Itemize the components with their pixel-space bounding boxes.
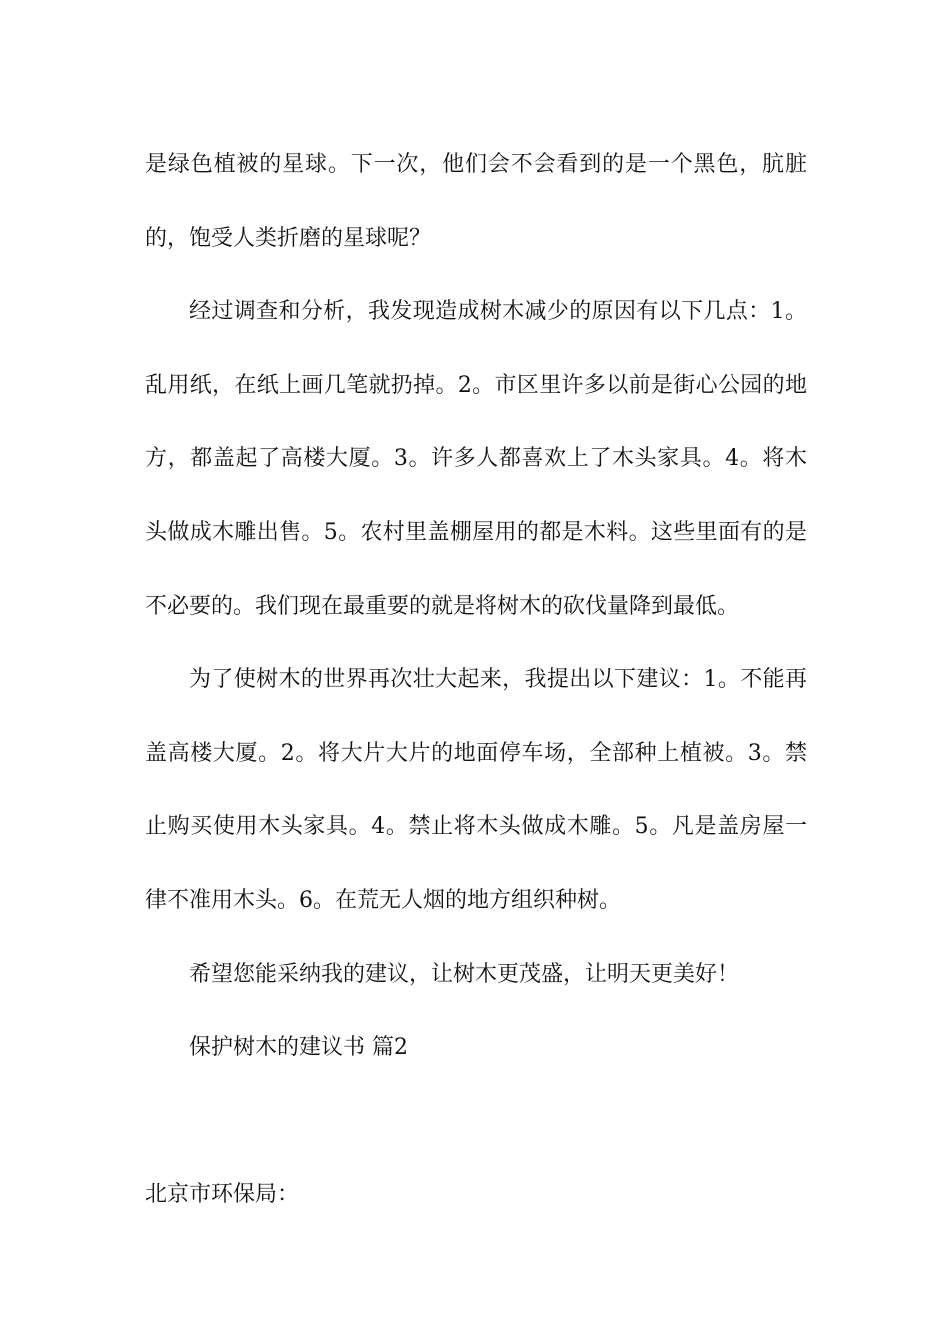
blank-line <box>145 1085 807 1159</box>
paragraph-suggestions: 为了使树木的世界再次壮大起来，我提出以下建议：1。不能再盖高楼大厦。2。将大片大片的地面停车场，全部种上植被。3。禁止购买使用木头家具。4。禁止将木头做成木雕。5。凡是盖房屋一律不准用木头。6。在荒无人烟的地方组织种树。 <box>145 667 807 913</box>
paragraph-continuation: 是绿色植被的星球。下一次，他们会不会看到的是一个黑色，肮脏的，饱受人类折磨的星球呢？ <box>145 152 807 251</box>
paragraph-causes: 经过调查和分析，我发现造成树木减少的原因有以下几点：1。乱用纸，在纸上画几笔就扔掉。2。市区里许多以前是街心公园的地方，都盖起了高楼大厦。3。许多人都喜欢上了木头家具。4。将木头做成木雕出售。5。农村里盖棚屋用的都是木料。这些里面有的是不必要的。我们现在最重要的就是将树木的砍伐量降到最低。 <box>145 299 807 619</box>
salutation: 北京市环保局： <box>145 1182 300 1208</box>
document-body <box>145 128 807 1232</box>
paragraph-closing: 希望您能采纳我的建议，让树木更茂盛，让明天更美好！ <box>189 961 740 987</box>
section-title: 保护树木的建议书 篇2 <box>189 1035 408 1061</box>
